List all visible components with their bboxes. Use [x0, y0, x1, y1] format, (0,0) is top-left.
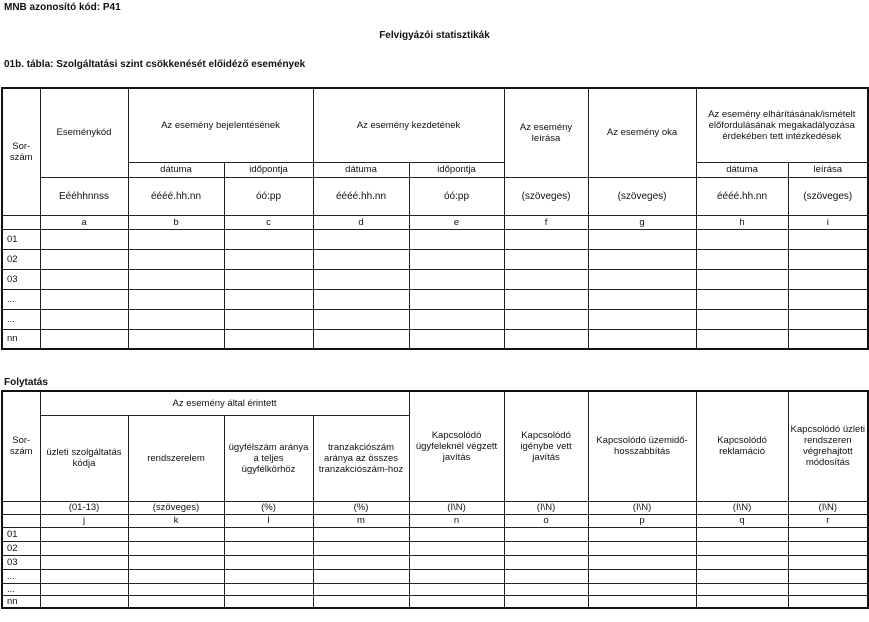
col2-tranzakcio: tranzakciószám aránya az összes tranzakciószám-hoz [313, 415, 409, 501]
data-cell[interactable] [224, 595, 313, 608]
col-elharitas: Az esemény elhárításának/ismételt előfordulásának megakadályozása érdekében tett intézkedések [696, 88, 868, 162]
data-cell[interactable] [313, 555, 409, 569]
sub-datuma-3: dátuma [696, 162, 788, 177]
data-cell[interactable] [313, 541, 409, 555]
mnb-code: MNB azonosító kód: P41 [4, 2, 121, 13]
data-cell[interactable] [409, 289, 504, 309]
row-number: 03 [2, 269, 40, 289]
row-number: ... [2, 309, 40, 329]
data-cell[interactable] [40, 269, 128, 289]
letter-e: e [409, 215, 504, 229]
data-cell[interactable] [788, 329, 868, 349]
data-cell[interactable] [504, 249, 588, 269]
table-row [2, 583, 868, 595]
data-cell[interactable] [504, 309, 588, 329]
data-cell[interactable] [788, 249, 868, 269]
row-number: ... [2, 289, 40, 309]
table-row [2, 527, 868, 541]
format2-r: (I\N) [788, 501, 868, 514]
format-i: (szöveges) [788, 177, 868, 215]
data-cell[interactable] [224, 527, 313, 541]
col2-kapcs-reklamacio: Kapcsolódó reklamáció [696, 391, 788, 501]
events-table-continuation [1, 390, 869, 609]
letter2-r: r [788, 514, 868, 527]
data-cell[interactable] [588, 249, 696, 269]
data-cell[interactable] [128, 309, 224, 329]
table-row [2, 555, 868, 569]
data-cell[interactable] [788, 569, 868, 583]
format2-j: (01-13) [40, 501, 128, 514]
data-cell[interactable] [409, 309, 504, 329]
data-cell[interactable] [40, 555, 128, 569]
table-title: 01b. tábla: Szolgáltatási szint csökkenését előidéző események [4, 59, 306, 70]
data-cell[interactable] [588, 269, 696, 289]
letter-b: b [128, 215, 224, 229]
data-cell[interactable] [313, 583, 409, 595]
col2-kapcs-uzemido: Kapcsolódó üzemidő-hosszabbítás [588, 391, 696, 501]
data-cell[interactable] [588, 229, 696, 249]
letter-g: g [588, 215, 696, 229]
table-row [2, 309, 868, 329]
data-cell[interactable] [313, 229, 409, 249]
data-cell[interactable] [588, 595, 696, 608]
table-row [2, 569, 868, 583]
letter-i: i [788, 215, 868, 229]
letter2-o: o [504, 514, 588, 527]
format-b: éééé.hh.nn [128, 177, 224, 215]
data-cell[interactable] [588, 555, 696, 569]
data-cell[interactable] [313, 309, 409, 329]
data-cell[interactable] [128, 249, 224, 269]
data-cell[interactable] [409, 595, 504, 608]
data-cell[interactable] [128, 527, 224, 541]
row-number: ... [2, 569, 40, 583]
row-number: ... [2, 583, 40, 595]
data-cell[interactable] [40, 309, 128, 329]
data-cell[interactable] [224, 269, 313, 289]
data-cell[interactable] [409, 329, 504, 349]
letter2-m: m [313, 514, 409, 527]
sub-leirasa: leírása [788, 162, 868, 177]
data-cell[interactable] [224, 309, 313, 329]
letter2-n: n [409, 514, 504, 527]
data-cell[interactable] [696, 309, 788, 329]
data-cell[interactable] [588, 309, 696, 329]
data-cell[interactable] [696, 555, 788, 569]
data-cell[interactable] [40, 329, 128, 349]
row-number: nn [2, 329, 40, 349]
data-cell[interactable] [313, 329, 409, 349]
col2-erintett: Az esemény által érintett [40, 391, 409, 415]
continuation-label: Folytatás [4, 377, 48, 388]
col2-sorszam: Sor-szám [2, 391, 40, 501]
letter2-j: j [40, 514, 128, 527]
data-cell[interactable] [128, 289, 224, 309]
data-cell[interactable] [696, 289, 788, 309]
data-cell[interactable] [696, 595, 788, 608]
data-cell[interactable] [409, 583, 504, 595]
data-cell[interactable] [128, 595, 224, 608]
data-cell[interactable] [224, 289, 313, 309]
data-cell[interactable] [409, 569, 504, 583]
page-title: Felvigyázói statisztikák [379, 30, 490, 41]
format-d: éééé.hh.nn [313, 177, 409, 215]
col2-kapcs-uzleti: Kapcsolódó üzleti rendszeren végrehajtott módosítás [788, 391, 868, 501]
sub-datuma-1: dátuma [128, 162, 224, 177]
format-h: éééé.hh.nn [696, 177, 788, 215]
data-cell[interactable] [696, 569, 788, 583]
format2-k: (szöveges) [128, 501, 224, 514]
data-cell[interactable] [588, 583, 696, 595]
table2-body [2, 527, 868, 608]
data-cell[interactable] [409, 555, 504, 569]
table-row [2, 229, 868, 249]
data-cell[interactable] [504, 289, 588, 309]
data-cell[interactable] [224, 229, 313, 249]
data-cell[interactable] [504, 541, 588, 555]
data-cell[interactable] [224, 249, 313, 269]
data-cell[interactable] [696, 249, 788, 269]
data-cell[interactable] [409, 541, 504, 555]
format-a: Eééhhnnss [40, 177, 128, 215]
table-row [2, 595, 868, 608]
row-number: 01 [2, 527, 40, 541]
data-cell[interactable] [788, 555, 868, 569]
data-cell[interactable] [788, 541, 868, 555]
data-cell[interactable] [696, 229, 788, 249]
data-cell[interactable] [588, 527, 696, 541]
data-cell[interactable] [128, 269, 224, 289]
data-cell[interactable] [313, 595, 409, 608]
data-cell[interactable] [504, 527, 588, 541]
data-cell[interactable] [788, 309, 868, 329]
data-cell[interactable] [313, 249, 409, 269]
format2-n: (I\N) [409, 501, 504, 514]
format-g: (szöveges) [588, 177, 696, 215]
sub-idopontja-2: időpontja [409, 162, 504, 177]
data-cell[interactable] [313, 527, 409, 541]
row-number: 02 [2, 249, 40, 269]
data-cell[interactable] [128, 541, 224, 555]
data-cell[interactable] [40, 289, 128, 309]
col-oka: Az esemény oka [588, 88, 696, 177]
col2-ugyfelszam: ügyfélszám aránya a teljes ügyfélkörhöz [224, 415, 313, 501]
col-kezdet: Az esemény kezdetének [313, 88, 504, 162]
letter2-q: q [696, 514, 788, 527]
letter-f: f [504, 215, 588, 229]
table-row [2, 289, 868, 309]
data-cell[interactable] [409, 249, 504, 269]
col2-kapcs-ugyfel: Kapcsolódó ügyfeleknél végzett javítás [409, 391, 504, 501]
data-cell[interactable] [788, 583, 868, 595]
letter-c: c [224, 215, 313, 229]
format2-q: (I\N) [696, 501, 788, 514]
data-cell[interactable] [504, 583, 588, 595]
data-cell[interactable] [504, 329, 588, 349]
format-e: óó:pp [409, 177, 504, 215]
row-number: 02 [2, 541, 40, 555]
data-cell[interactable] [40, 541, 128, 555]
data-cell[interactable] [409, 527, 504, 541]
letter-a: a [40, 215, 128, 229]
data-cell[interactable] [696, 541, 788, 555]
format2-p: (I\N) [588, 501, 696, 514]
data-cell[interactable] [788, 289, 868, 309]
data-cell[interactable] [409, 229, 504, 249]
table-row [2, 269, 868, 289]
col2-rendszerelem: rendszerelem [128, 415, 224, 501]
data-cell[interactable] [128, 229, 224, 249]
data-cell[interactable] [224, 569, 313, 583]
table-row [2, 329, 868, 349]
format2-l: (%) [224, 501, 313, 514]
format2-m: (%) [313, 501, 409, 514]
data-cell[interactable] [504, 569, 588, 583]
data-cell[interactable] [588, 329, 696, 349]
data-cell[interactable] [588, 541, 696, 555]
table-row [2, 249, 868, 269]
data-cell[interactable] [504, 595, 588, 608]
data-cell[interactable] [224, 555, 313, 569]
data-cell[interactable] [788, 527, 868, 541]
row-number: 01 [2, 229, 40, 249]
data-cell[interactable] [788, 229, 868, 249]
data-cell[interactable] [313, 569, 409, 583]
col-sorszam: Sor-szám [2, 88, 40, 215]
data-cell[interactable] [696, 527, 788, 541]
table-row [2, 541, 868, 555]
data-cell[interactable] [128, 569, 224, 583]
data-cell[interactable] [313, 269, 409, 289]
data-cell[interactable] [224, 583, 313, 595]
data-cell[interactable] [788, 595, 868, 608]
col2-uzleti-szolg: üzleti szolgáltatás kódja [40, 415, 128, 501]
events-table [1, 87, 869, 350]
col-leiras: Az esemény leírása [504, 88, 588, 177]
format2-o: (I\N) [504, 501, 588, 514]
data-cell[interactable] [224, 329, 313, 349]
col-esemenykod: Eseménykód [40, 88, 128, 177]
sub-idopontja-1: időpontja [224, 162, 313, 177]
data-cell[interactable] [40, 527, 128, 541]
row-number: nn [2, 595, 40, 608]
data-cell[interactable] [504, 555, 588, 569]
data-cell[interactable] [696, 269, 788, 289]
data-cell[interactable] [40, 583, 128, 595]
data-cell[interactable] [40, 569, 128, 583]
sub-datuma-2: dátuma [313, 162, 409, 177]
data-cell[interactable] [696, 329, 788, 349]
data-cell[interactable] [788, 269, 868, 289]
data-cell[interactable] [696, 583, 788, 595]
format-f: (szöveges) [504, 177, 588, 215]
row-number: 03 [2, 555, 40, 569]
data-cell[interactable] [409, 269, 504, 289]
data-cell[interactable] [40, 229, 128, 249]
format-c: óó:pp [224, 177, 313, 215]
data-cell[interactable] [40, 249, 128, 269]
letter-d: d [313, 215, 409, 229]
col-bejelentes: Az esemény bejelentésének [128, 88, 313, 162]
table1-body [2, 229, 868, 349]
data-cell[interactable] [40, 595, 128, 608]
letter-h: h [696, 215, 788, 229]
letter2-l: l [224, 514, 313, 527]
data-cell[interactable] [504, 229, 588, 249]
data-cell[interactable] [128, 583, 224, 595]
data-cell[interactable] [224, 541, 313, 555]
letter2-p: p [588, 514, 696, 527]
data-cell[interactable] [128, 555, 224, 569]
data-cell[interactable] [128, 329, 224, 349]
letter2-k: k [128, 514, 224, 527]
data-cell[interactable] [504, 269, 588, 289]
data-cell[interactable] [588, 569, 696, 583]
data-cell[interactable] [313, 289, 409, 309]
col2-kapcs-igeny: Kapcsolódó igénybe vett javítás [504, 391, 588, 501]
data-cell[interactable] [588, 289, 696, 309]
